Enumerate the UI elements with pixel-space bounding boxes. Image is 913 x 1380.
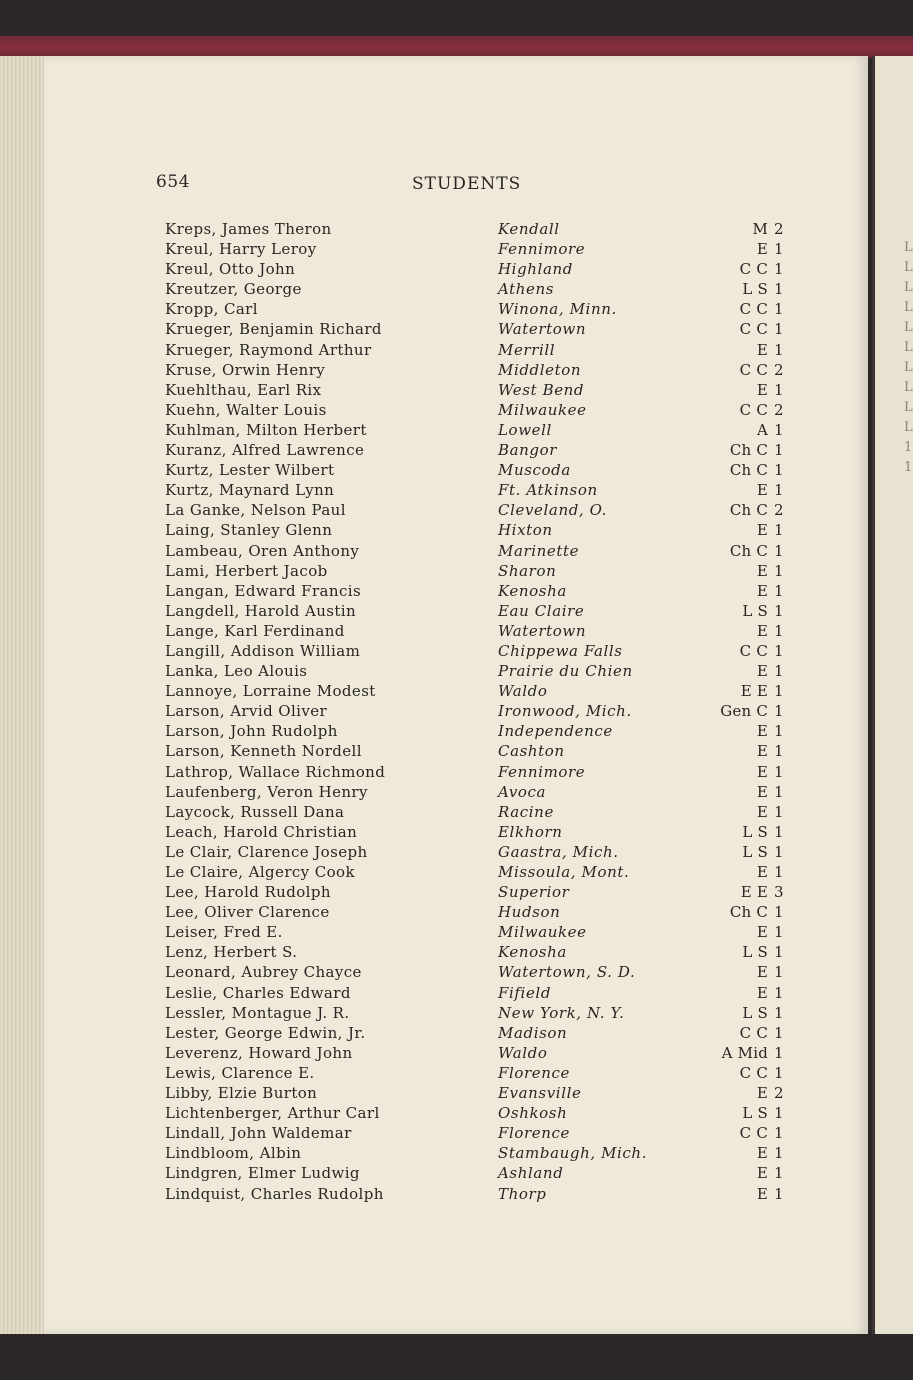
student-course-code: E <box>756 1084 768 1103</box>
student-name: Leach, Harold Christian <box>165 822 358 841</box>
student-course-code: E <box>756 1184 768 1203</box>
student-hometown: Sharon <box>498 561 557 580</box>
student-name: Langan, Edward Francis <box>165 581 362 600</box>
student-name: Kreul, Harry Leroy <box>165 240 317 259</box>
student-hometown: Gaastra, Mich. <box>498 842 619 861</box>
student-row <box>0 419 868 439</box>
student-year: 1 <box>774 983 784 1002</box>
student-row <box>0 660 868 680</box>
student-row <box>0 1002 868 1022</box>
student-row <box>0 961 868 981</box>
student-row <box>0 841 868 861</box>
student-row <box>0 560 868 580</box>
student-course-code: L S <box>742 943 768 962</box>
student-year: 1 <box>774 240 784 259</box>
student-year: 1 <box>774 641 784 660</box>
student-row <box>0 821 868 841</box>
facing-page-letter: L <box>904 260 913 275</box>
student-name: Kuehn, Walter Louis <box>165 400 327 419</box>
facing-page-letter: 1 <box>904 440 913 455</box>
student-year: 2 <box>774 400 784 419</box>
student-hometown: Marinette <box>498 541 580 560</box>
student-year: 1 <box>774 702 784 721</box>
student-hometown: Kendall <box>498 220 560 238</box>
facing-page-letter: 1 <box>904 460 913 475</box>
student-year: 1 <box>774 923 784 942</box>
student-year: 2 <box>774 1084 784 1103</box>
student-course-code: C C <box>739 1063 768 1082</box>
student-hometown: Ft. Atkinson <box>498 481 598 500</box>
student-name: Lee, Harold Rudolph <box>165 883 331 902</box>
student-course-code: C C <box>739 260 768 279</box>
student-course-code: E <box>756 782 768 801</box>
student-row <box>0 258 868 278</box>
student-name: Larson, John Rudolph <box>165 722 338 741</box>
student-name: Lathrop, Wallace Richmond <box>165 762 386 781</box>
student-name: Lanka, Leo Alouis <box>165 662 308 681</box>
student-year: 1 <box>774 722 784 741</box>
student-year: 1 <box>774 260 784 279</box>
student-row <box>0 901 868 921</box>
student-row <box>0 1183 868 1203</box>
student-year: 1 <box>774 1144 784 1163</box>
student-year: 1 <box>774 320 784 339</box>
facing-page-letter: L <box>904 400 913 415</box>
student-course-code: E <box>756 863 768 881</box>
student-row <box>0 1022 868 1042</box>
student-name: Lami, Herbert Jacob <box>165 561 328 580</box>
student-year: 1 <box>774 1023 784 1042</box>
student-name: Kruse, Orwin Henry <box>165 360 326 379</box>
student-course-code: A <box>756 420 768 439</box>
student-hometown: Missoula, Mont. <box>498 863 630 881</box>
student-hometown: Athens <box>498 280 555 299</box>
student-hometown: Hudson <box>498 903 561 922</box>
student-hometown: Ashland <box>498 1164 564 1183</box>
student-course-code: C C <box>739 1124 768 1143</box>
student-row <box>0 519 868 539</box>
student-hometown: Cashton <box>498 742 565 761</box>
student-row <box>0 921 868 941</box>
student-course-code: A Mid <box>721 1043 768 1062</box>
student-name: Krueger, Benjamin Richard <box>165 320 382 339</box>
student-year: 1 <box>774 280 784 299</box>
student-year: 1 <box>774 1003 784 1022</box>
student-course-code: C C <box>739 641 768 660</box>
student-course-code: E <box>756 923 768 942</box>
student-course-code: C C <box>739 300 768 319</box>
student-row <box>0 1082 868 1102</box>
student-row <box>0 318 868 338</box>
student-hometown: Highland <box>498 260 573 279</box>
student-name: Larson, Arvid Oliver <box>165 702 328 721</box>
student-name: Langill, Addison William <box>165 641 361 660</box>
student-course-code: L S <box>742 1003 768 1022</box>
student-hometown: Watertown <box>498 621 587 640</box>
student-row <box>0 540 868 560</box>
student-row <box>0 700 868 720</box>
student-row <box>0 941 868 961</box>
student-name: Lindall, John Waldemar <box>165 1124 352 1143</box>
student-year: 1 <box>774 621 784 640</box>
student-year: 1 <box>774 782 784 801</box>
student-hometown: Muscoda <box>498 461 571 480</box>
student-name: Kuranz, Alfred Lawrence <box>165 441 365 460</box>
student-list <box>0 218 868 1203</box>
student-row <box>0 982 868 1002</box>
student-course-code: E <box>756 340 768 359</box>
student-hometown: Ironwood, Mich. <box>498 702 632 721</box>
student-name: Leonard, Aubrey Chayce <box>165 963 362 982</box>
student-year: 1 <box>774 963 784 982</box>
student-row <box>0 680 868 700</box>
student-name: Lichtenberger, Arthur Carl <box>165 1104 380 1123</box>
student-hometown: Waldo <box>498 682 548 701</box>
student-hometown: Milwaukee <box>498 923 587 942</box>
student-course-code: E <box>756 742 768 761</box>
student-row <box>0 1042 868 1062</box>
student-year: 1 <box>774 1184 784 1203</box>
student-row <box>0 479 868 499</box>
student-year: 1 <box>774 441 784 460</box>
facing-page-letter: L <box>904 300 913 315</box>
student-course-code: C C <box>739 1023 768 1042</box>
student-row <box>0 298 868 318</box>
student-course-code: E <box>756 662 768 681</box>
student-row <box>0 1102 868 1122</box>
student-hometown: Prairie du Chien <box>498 662 633 681</box>
student-row <box>0 720 868 740</box>
student-hometown: Independence <box>498 722 613 741</box>
student-hometown: Superior <box>498 883 570 902</box>
facing-page-letter: L <box>904 320 913 335</box>
student-name: Kurtz, Lester Wilbert <box>165 461 335 480</box>
student-course-code: E E <box>740 682 768 701</box>
student-row <box>0 1142 868 1162</box>
student-hometown: Cleveland, O. <box>498 501 608 520</box>
student-hometown: Evansville <box>498 1084 582 1103</box>
book-edge-band <box>0 36 913 58</box>
student-year: 1 <box>774 541 784 560</box>
student-name: Kreul, Otto John <box>165 260 296 279</box>
student-course-code: Ch C <box>729 541 768 560</box>
student-course-code: E <box>756 240 768 259</box>
student-name: Le Claire, Algercy Cook <box>165 863 355 881</box>
student-hometown: Elkhorn <box>498 822 563 841</box>
student-year: 1 <box>774 420 784 439</box>
student-course-code: Ch C <box>729 903 768 922</box>
student-name: Langdell, Harold Austin <box>165 601 357 620</box>
student-row <box>0 580 868 600</box>
student-row <box>0 861 868 881</box>
page-number: 654 <box>156 172 190 192</box>
student-hometown: Kenosha <box>498 943 567 962</box>
student-year: 1 <box>774 682 784 701</box>
student-hometown: Avoca <box>498 782 547 801</box>
student-row <box>0 218 868 238</box>
student-course-code: E <box>756 1144 768 1163</box>
student-row <box>0 620 868 640</box>
student-row <box>0 1062 868 1082</box>
student-course-code: E <box>756 802 768 821</box>
student-name: Le Clair, Clarence Joseph <box>165 842 368 861</box>
student-name: Krueger, Raymond Arthur <box>165 340 372 359</box>
student-name: Kuhlman, Milton Herbert <box>165 420 367 439</box>
student-row <box>0 640 868 660</box>
student-row <box>0 1162 868 1182</box>
student-name: Lessler, Montague J. R. <box>165 1003 350 1022</box>
student-name: Kuehlthau, Earl Rix <box>165 380 322 399</box>
student-year: 2 <box>774 220 784 238</box>
student-row <box>0 1122 868 1142</box>
student-hometown: Hixton <box>498 521 553 540</box>
student-hometown: Eau Claire <box>498 601 585 620</box>
student-year: 1 <box>774 943 784 962</box>
student-course-code: C C <box>739 360 768 379</box>
student-row <box>0 399 868 419</box>
student-year: 3 <box>774 883 784 902</box>
student-year: 1 <box>774 1124 784 1143</box>
student-hometown: Watertown <box>498 320 587 339</box>
student-row <box>0 781 868 801</box>
student-hometown: Merrill <box>498 340 556 359</box>
student-course-code: M <box>752 220 768 238</box>
student-course-code: E <box>756 521 768 540</box>
student-row <box>0 600 868 620</box>
student-name: Lannoye, Lorraine Modest <box>165 682 376 701</box>
student-hometown: Winona, Minn. <box>498 300 617 319</box>
student-name: Lindgren, Elmer Ludwig <box>165 1164 360 1183</box>
student-name: Kreutzer, George <box>165 280 302 299</box>
student-year: 2 <box>774 360 784 379</box>
student-hometown: Watertown, S. D. <box>498 963 636 982</box>
student-course-code: E <box>756 380 768 399</box>
student-course-code: L S <box>742 822 768 841</box>
student-year: 1 <box>774 842 784 861</box>
student-name: Lindquist, Charles Rudolph <box>165 1184 384 1203</box>
student-hometown: New York, N. Y. <box>498 1003 625 1022</box>
student-row <box>0 379 868 399</box>
page-title: STUDENTS <box>412 174 522 194</box>
student-year: 1 <box>774 581 784 600</box>
student-hometown: Madison <box>498 1023 568 1042</box>
student-name: Kurtz, Maynard Lynn <box>165 481 335 500</box>
facing-page-letter: L <box>904 280 913 295</box>
student-hometown: Racine <box>498 802 554 821</box>
student-course-code: Gen C <box>720 702 768 721</box>
student-name: Laing, Stanley Glenn <box>165 521 333 540</box>
student-course-code: E <box>756 561 768 580</box>
student-row <box>0 439 868 459</box>
student-year: 1 <box>774 481 784 500</box>
student-year: 1 <box>774 662 784 681</box>
facing-page-letter: L <box>904 380 913 395</box>
student-row <box>0 339 868 359</box>
student-name: Kropp, Carl <box>165 300 258 319</box>
student-course-code: E <box>756 621 768 640</box>
facing-page-letter: L <box>904 340 913 355</box>
facing-page-letter: L <box>904 360 913 375</box>
student-name: Leverenz, Howard John <box>165 1043 353 1062</box>
student-year: 1 <box>774 380 784 399</box>
student-hometown: Fennimore <box>498 762 586 781</box>
student-year: 1 <box>774 1104 784 1123</box>
student-row <box>0 499 868 519</box>
student-year: 2 <box>774 501 784 520</box>
student-year: 1 <box>774 1164 784 1183</box>
student-hometown: Florence <box>498 1124 571 1143</box>
student-year: 1 <box>774 601 784 620</box>
student-name: Laufenberg, Veron Henry <box>165 782 368 801</box>
student-name: Lester, George Edwin, Jr. <box>165 1023 366 1042</box>
student-row <box>0 761 868 781</box>
student-course-code: E <box>756 963 768 982</box>
student-year: 1 <box>774 340 784 359</box>
student-course-code: Ch C <box>729 441 768 460</box>
student-course-code: E <box>756 481 768 500</box>
student-year: 1 <box>774 903 784 922</box>
student-year: 1 <box>774 1043 784 1062</box>
student-year: 1 <box>774 300 784 319</box>
student-year: 1 <box>774 802 784 821</box>
student-year: 1 <box>774 822 784 841</box>
student-course-code: L S <box>742 842 768 861</box>
student-year: 1 <box>774 521 784 540</box>
student-name: Leiser, Fred E. <box>165 923 283 942</box>
student-course-code: L S <box>742 280 768 299</box>
student-hometown: Milwaukee <box>498 400 587 419</box>
student-name: Lange, Karl Ferdinand <box>165 621 345 640</box>
student-year: 1 <box>774 561 784 580</box>
student-hometown: Waldo <box>498 1043 548 1062</box>
student-hometown: Kenosha <box>498 581 567 600</box>
student-course-code: E <box>756 722 768 741</box>
student-course-code: E E <box>740 883 768 902</box>
student-row <box>0 238 868 258</box>
student-row <box>0 278 868 298</box>
student-course-code: C C <box>739 320 768 339</box>
student-row <box>0 801 868 821</box>
student-course-code: L S <box>742 1104 768 1123</box>
student-row <box>0 459 868 479</box>
facing-page-letter: L <box>904 420 913 435</box>
student-name: Libby, Elzie Burton <box>165 1084 318 1103</box>
facing-page-letter: L <box>904 240 913 255</box>
student-hometown: Stambaugh, Mich. <box>498 1144 648 1163</box>
student-course-code: L S <box>742 601 768 620</box>
student-hometown: Thorp <box>498 1184 547 1203</box>
student-year: 1 <box>774 461 784 480</box>
student-name: Lenz, Herbert S. <box>165 943 298 962</box>
student-name: Leslie, Charles Edward <box>165 983 351 1002</box>
student-name: Kreps, James Theron <box>165 220 332 238</box>
student-name: La Ganke, Nelson Paul <box>165 501 346 520</box>
student-row <box>0 881 868 901</box>
student-hometown: Chippewa Falls <box>498 641 623 660</box>
student-hometown: Middleton <box>498 360 582 379</box>
student-name: Larson, Kenneth Nordell <box>165 742 362 761</box>
student-year: 1 <box>774 863 784 881</box>
student-hometown: Bangor <box>498 441 558 460</box>
student-hometown: Lowell <box>498 420 552 439</box>
student-hometown: Fifield <box>498 983 552 1002</box>
student-year: 1 <box>774 1063 784 1082</box>
student-course-code: Ch C <box>729 461 768 480</box>
student-name: Lee, Oliver Clarence <box>165 903 330 922</box>
student-course-code: E <box>756 762 768 781</box>
student-course-code: Ch C <box>729 501 768 520</box>
student-year: 1 <box>774 742 784 761</box>
student-hometown: Fennimore <box>498 240 586 259</box>
student-name: Lambeau, Oren Anthony <box>165 541 360 560</box>
student-course-code: E <box>756 581 768 600</box>
student-hometown: Florence <box>498 1063 571 1082</box>
student-hometown: Oshkosh <box>498 1104 568 1123</box>
student-course-code: E <box>756 983 768 1002</box>
student-name: Lewis, Clarence E. <box>165 1063 315 1082</box>
student-row <box>0 740 868 760</box>
student-row <box>0 359 868 379</box>
student-year: 1 <box>774 762 784 781</box>
student-name: Laycock, Russell Dana <box>165 802 345 821</box>
student-hometown: West Bend <box>498 380 585 399</box>
student-name: Lindbloom, Albin <box>165 1144 302 1163</box>
student-course-code: C C <box>739 400 768 419</box>
student-course-code: E <box>756 1164 768 1183</box>
